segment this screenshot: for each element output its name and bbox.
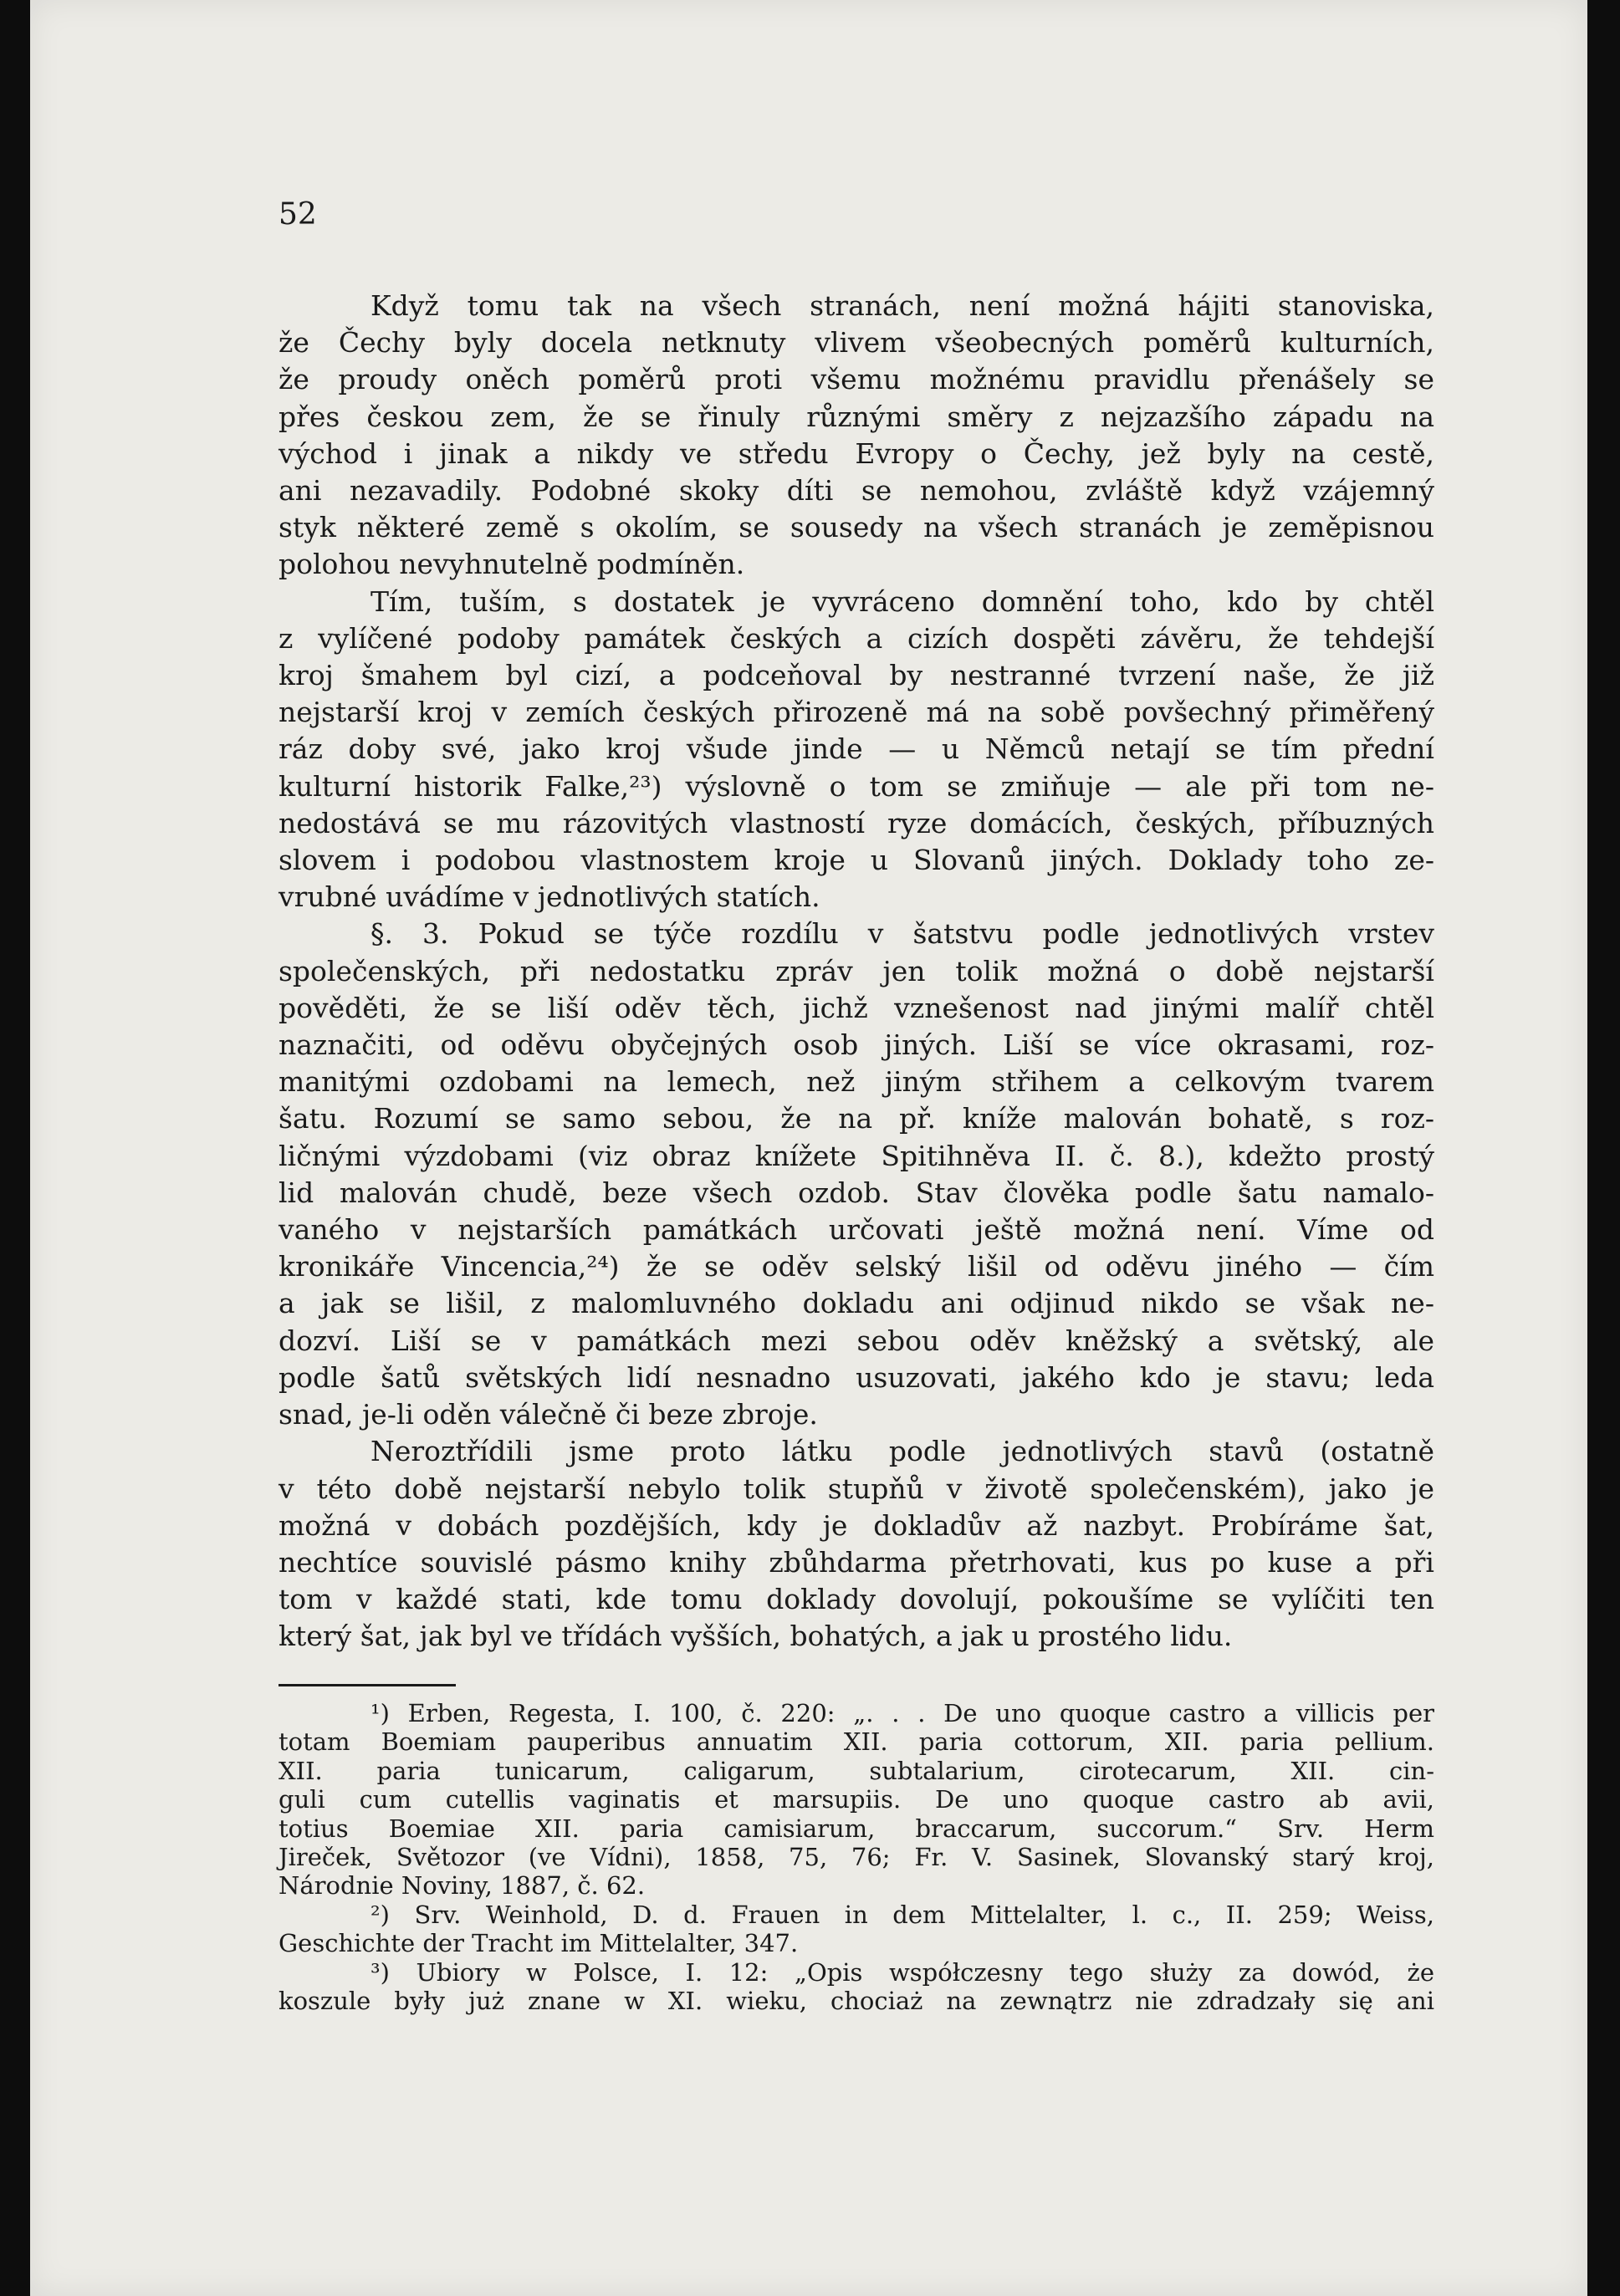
- text-line: že Čechy byly docela netknuty vlivem všeobecných poměrů kulturních,: [279, 326, 1434, 360]
- text-line: a jak se lišil, z malomluvného dokladu ani odjinud nikdo se však ne-: [279, 1287, 1434, 1320]
- footnote-line: XII. paria tunicarum, caligarum, subtalarium, cirotecarum, XII. cin-: [279, 1756, 1434, 1785]
- footnote-line: Geschichte der Tracht im Mittelalter, 347.: [279, 1929, 799, 1958]
- body-text: [279, 288, 1434, 1656]
- text-line: kulturní historik Falke,²³) výslovně o tom se zmiňuje — ale při tom ne-: [279, 769, 1434, 803]
- footnote: [279, 1699, 1434, 1901]
- text-line: naznačiti, od oděvu obyčejných osob jiných. Liší se více okrasami, roz-: [279, 1028, 1434, 1062]
- footnote: [279, 1958, 1434, 2016]
- text-line: šatu. Rozumí se samo sebou, že na př. kníže malován bohatě, s roz-: [279, 1102, 1434, 1135]
- text-line: ani nezavadily. Podobné skoky díti se nemohou, zvláště když vzájemný: [279, 474, 1434, 508]
- text-line: z vylíčené podoby památek českých a cizích dospěti závěru, že tehdejší: [279, 621, 1434, 655]
- footnote-line: ³) Ubiory w Polsce, I. 12: „Opis współczesny tego służy za dowód, że: [371, 1957, 1434, 1987]
- text-line: lid malován chudě, beze všech ozdob. Stav člověka podle šatu namalo-: [279, 1176, 1434, 1209]
- page-number: 52: [279, 197, 317, 232]
- text-line: snad, je-li oděn válečně či beze zbroje.: [279, 1398, 818, 1431]
- text-line: Tím, tuším, s dostatek je vyvráceno domnění toho, kdo by chtěl: [371, 584, 1434, 618]
- text-line: vaného v nejstarších památkách určovati ještě možná není. Víme od: [279, 1213, 1434, 1247]
- footnotes: [279, 1699, 1434, 2015]
- footnote-line: guli cum cutellis vaginatis et marsupiis. De uno quoque castro ab avii,: [279, 1785, 1434, 1814]
- text-line: slovem i podobou vlastnostem kroje u Slovanů jiných. Doklady toho ze-: [279, 844, 1434, 877]
- text-line: §. 3. Pokud se týče rozdílu v šatstvu podle jednotlivých vrstev: [371, 917, 1434, 951]
- text-line: který šat, jak byl ve třídách vyšších, bohatých, a jak u prostého lidu.: [279, 1620, 1233, 1653]
- text-line: pověděti, že se liší oděv těch, jichž vznešenost nad jinými malíř chtěl: [279, 991, 1434, 1024]
- text-line: nedostává se mu rázovitých vlastností ryze domácích, českých, příbuzných: [279, 806, 1434, 839]
- footnote-line: ¹) Erben, Regesta, I. 100, č. 220: „. . . De uno quoque castro a villicis per: [371, 1699, 1434, 1727]
- text-line: kroj šmahem byl cizí, a podceňoval by nestranné tvrzení naše, že již: [279, 659, 1434, 692]
- text-line: Když tomu tak na všech stranách, není možná hájiti stanoviska,: [371, 289, 1434, 322]
- footnote-line: totius Boemiae XII. paria camisiarum, braccarum, succorum.“ Srv. Herm: [279, 1814, 1434, 1843]
- footnote-line: ²) Srv. Weinhold, D. d. Frauen in dem Mittelalter, l. c., II. 259; Weiss,: [371, 1900, 1434, 1929]
- text-line: styk některé země s okolím, se sousedy na všech stranách je zeměpisnou: [279, 511, 1434, 544]
- text-line: nechtíce souvislé pásmo knihy zbůhdarma přetrhovati, kus po kuse a při: [279, 1545, 1434, 1579]
- footnote-line: Národnie Noviny, 1887, č. 62.: [279, 1871, 646, 1901]
- footnote-line: Jireček, Světozor (ve Vídni), 1858, 75, 76; Fr. V. Sasinek, Slovanský starý kroj,: [279, 1843, 1434, 1872]
- text-line: kronikáře Vincencia,²⁴) že se oděv selský lišil od oděvu jiného — čím: [279, 1250, 1434, 1283]
- text-line: tom v každé stati, kde tomu doklady dovolují, pokoušíme se vylíčiti ten: [279, 1583, 1434, 1616]
- paragraph: [279, 584, 1434, 916]
- text-line: dozví. Liší se v památkách mezi sebou oděv kněžský a světský, ale: [279, 1324, 1434, 1357]
- paragraph: [279, 288, 1434, 584]
- text-line: možná v dobách pozdějších, kdy je dokladův až nazbyt. Probíráme šat,: [279, 1508, 1434, 1542]
- text-line: nejstarší kroj v zemích českých přirozeně má na sobě povšechný přiměřený: [279, 696, 1434, 729]
- footnote-line: totam Boemiam pauperibus annuatim XII. paria cottorum, XII. paria pellium.: [279, 1727, 1434, 1757]
- text-line: vrubné uvádíme v jednotlivých statích.: [279, 880, 820, 914]
- text-line: Neroztřídili jsme proto látku podle jednotlivých stavů (ostatně: [371, 1435, 1434, 1468]
- paragraph: [279, 916, 1434, 1433]
- text-line: že proudy oněch poměrů proti všemu možnému pravidlu přenášely se: [279, 363, 1434, 396]
- footnote-line: koszule były już znane w XI. wieku, chociaż na zewnątrz nie zdradzały się ani: [279, 1987, 1434, 2016]
- text-line: manitými ozdobami na lemech, než jiným střihem a celkovým tvarem: [279, 1065, 1434, 1099]
- text-line: v této době nejstarší nebylo tolik stupňů v životě společenském), jako je: [279, 1472, 1434, 1505]
- text-line: společenských, při nedostatku zpráv jen tolik možná o době nejstarší: [279, 954, 1434, 987]
- text-line: ličnými výzdobami (viz obraz knížete Spitihněva II. č. 8.), kdežto prostý: [279, 1139, 1434, 1172]
- footnote-divider: [279, 1684, 456, 1686]
- paragraph: [279, 1433, 1434, 1655]
- text-line: podle šatů světských lidí nesnadno usuzovati, jakého kdo je stavu; leda: [279, 1360, 1434, 1394]
- text-line: ráz doby své, jako kroj všude jinde — u Němců netají se tím přední: [279, 732, 1434, 766]
- text-line: přes českou zem, že se řinuly různými směry z nejzazšího západu na: [279, 400, 1434, 433]
- footnote: [279, 1901, 1434, 1958]
- text-line: východ i jinak a nikdy ve středu Evropy o Čechy, jež byly na cestě,: [279, 436, 1434, 470]
- text-line: polohou nevyhnutelně podmíněn.: [279, 548, 745, 581]
